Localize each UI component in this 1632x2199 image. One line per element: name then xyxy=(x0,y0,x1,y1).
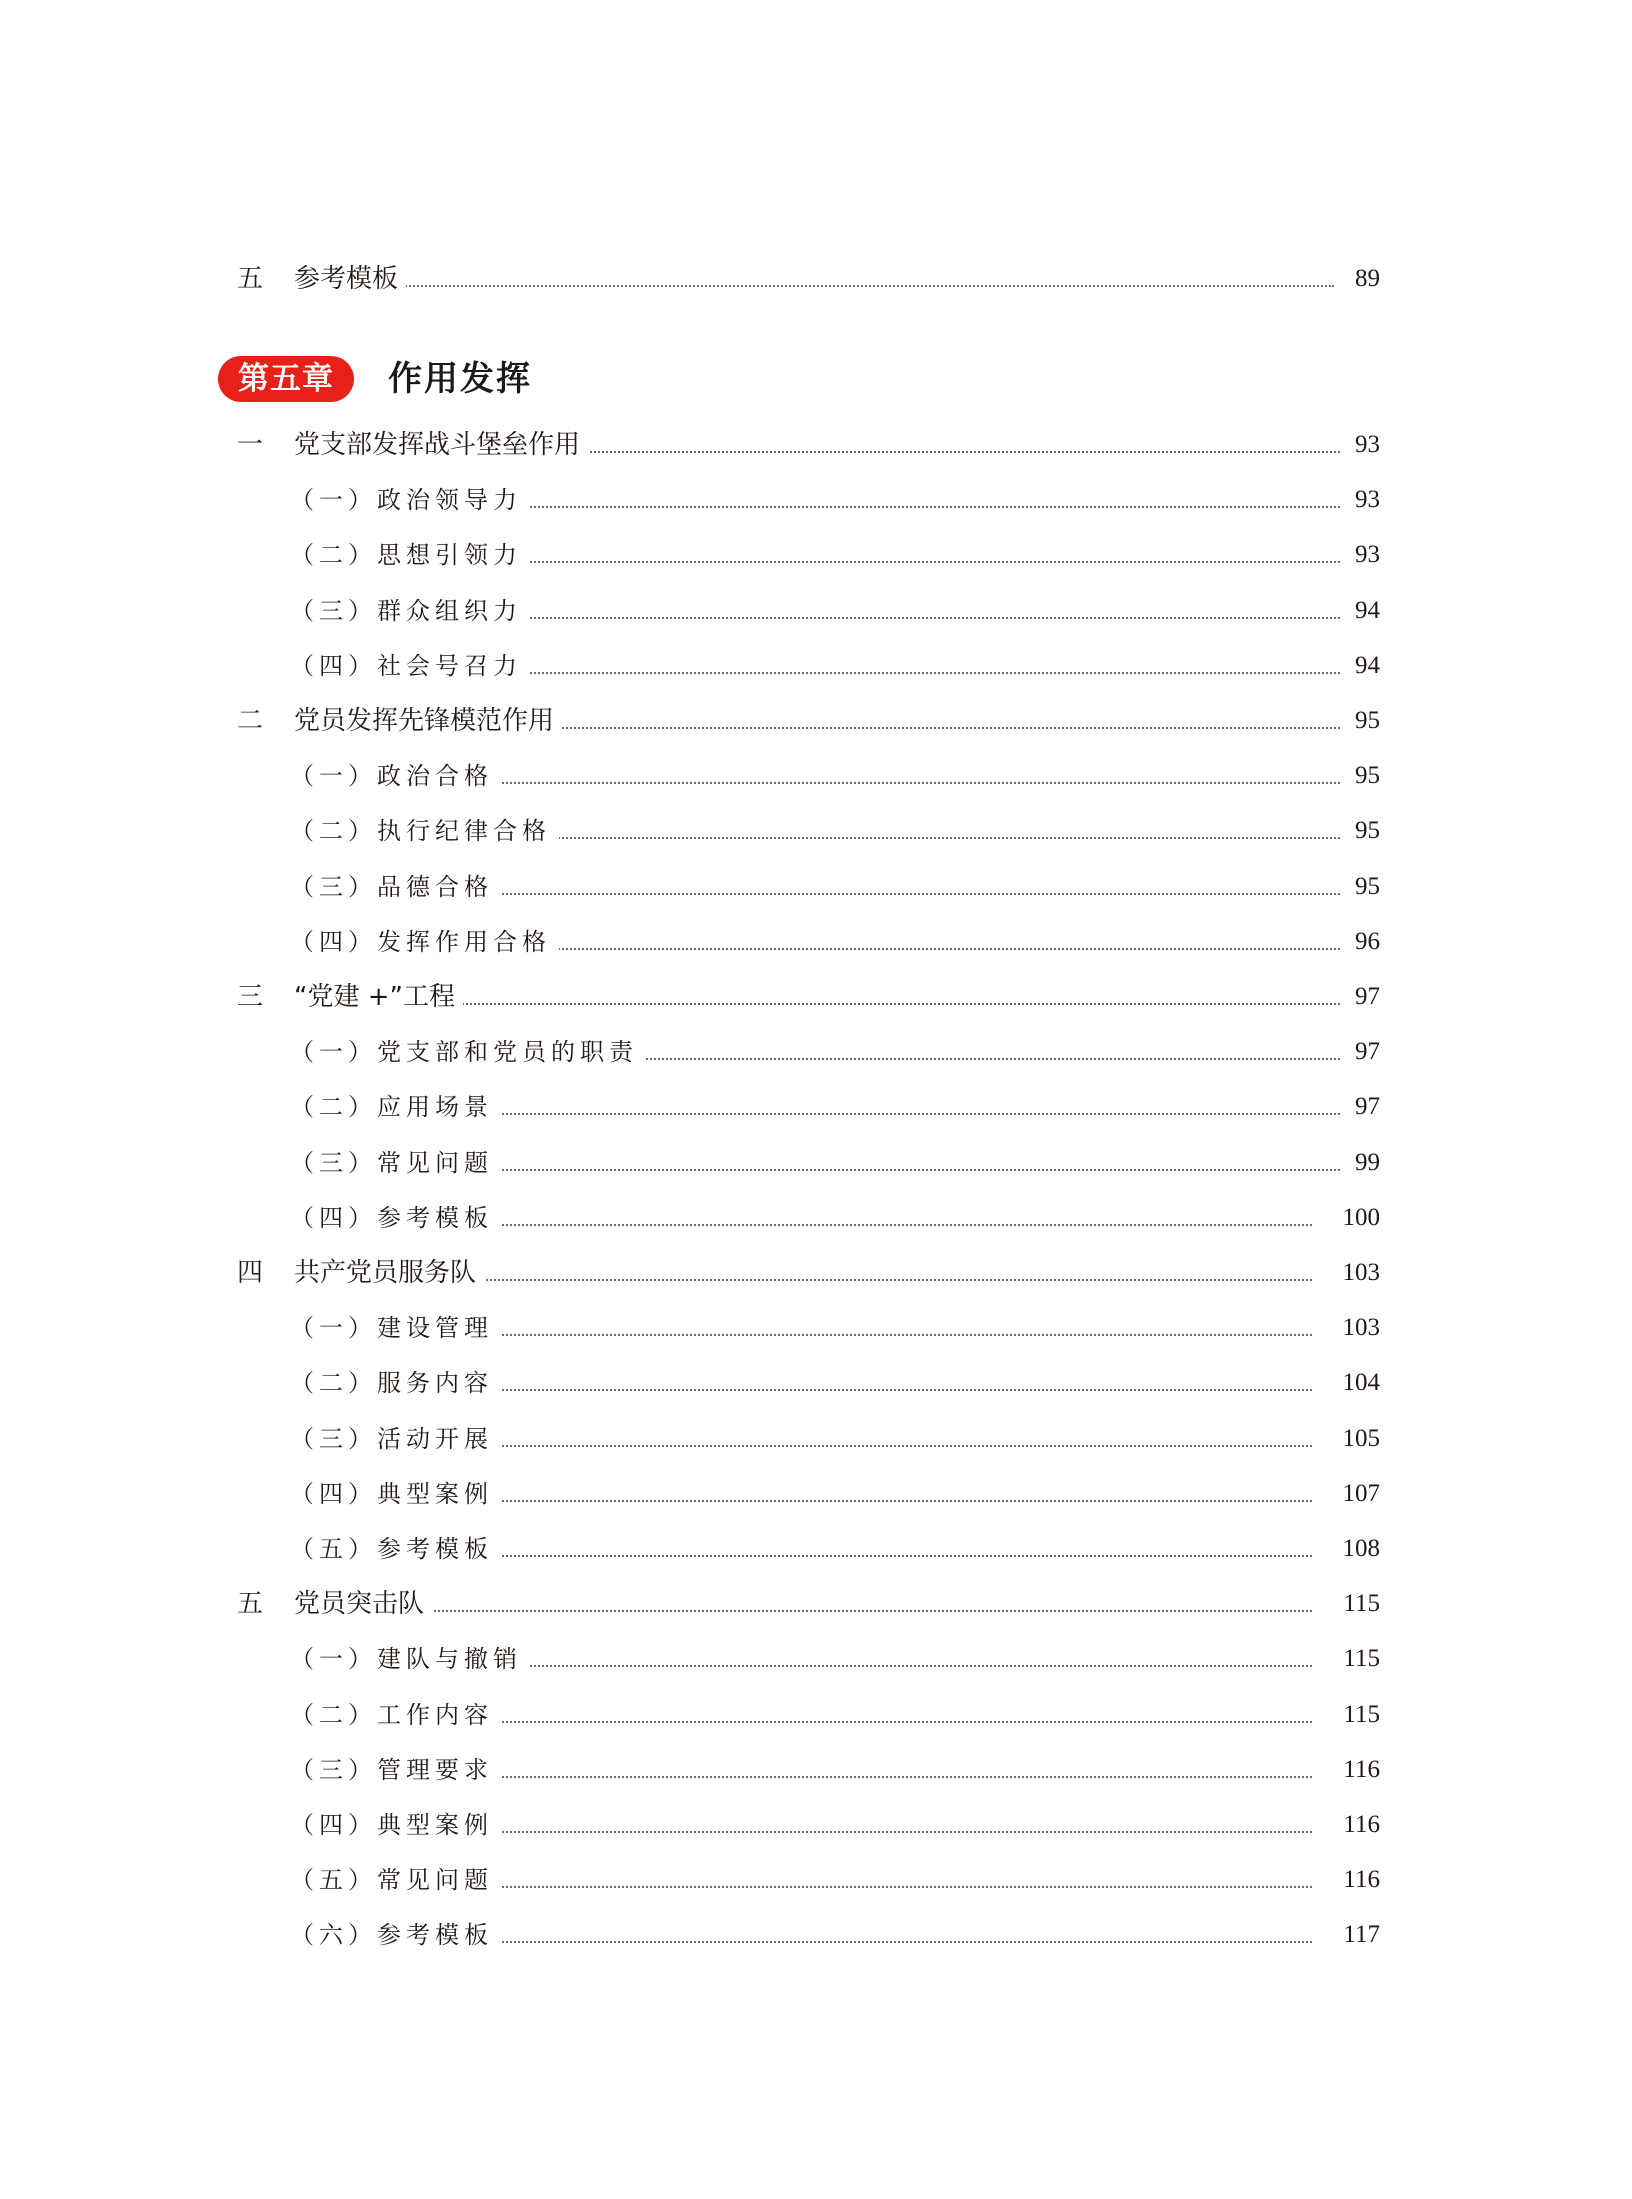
entry-page: 115 xyxy=(1335,1695,1380,1735)
entry-page: 116 xyxy=(1335,1860,1380,1900)
toc-subsection-entry[interactable] xyxy=(0,1363,1632,1403)
toc-section-entry[interactable] xyxy=(0,701,1632,741)
entry-page: 95 xyxy=(1347,811,1380,851)
entry-title: 党支部发挥战斗堡垒作用 xyxy=(294,425,588,465)
toc-subsection-entry[interactable] xyxy=(0,1805,1632,1845)
entry-page: 99 xyxy=(1347,1143,1380,1183)
entry-page: 95 xyxy=(1347,756,1380,796)
toc-subsection-entry[interactable] xyxy=(0,1419,1632,1459)
entry-page: 116 xyxy=(1335,1805,1380,1845)
toc-entry-top[interactable] xyxy=(0,259,1632,299)
entry-title: （二）工作内容 xyxy=(290,1695,501,1735)
entry-number: 五 xyxy=(237,1589,264,1619)
chapter-heading xyxy=(218,356,818,404)
entry-page: 95 xyxy=(1347,701,1380,741)
entry-page: 89 xyxy=(1347,259,1380,299)
toc-subsection-entry[interactable] xyxy=(0,646,1632,686)
entry-title: “党建 +”工程 xyxy=(294,977,463,1017)
entry-title: （三）品德合格 xyxy=(290,867,501,907)
entry-title: （一）政治合格 xyxy=(290,756,501,796)
entry-page: 93 xyxy=(1347,535,1380,575)
toc-subsection-entry[interactable] xyxy=(0,867,1632,907)
toc-subsection-entry[interactable] xyxy=(0,922,1632,962)
entry-title: （四）典型案例 xyxy=(290,1805,501,1845)
entry-page: 117 xyxy=(1335,1915,1380,1955)
toc-section-entry[interactable] xyxy=(0,425,1632,465)
entry-title: 共产党员服务队 xyxy=(294,1253,484,1293)
toc-section-entry[interactable] xyxy=(0,1584,1632,1624)
toc-subsection-entry[interactable] xyxy=(0,591,1632,631)
entry-title: （四）社会号召力 xyxy=(290,646,530,686)
toc-subsection-entry[interactable] xyxy=(0,1308,1632,1348)
entry-page: 103 xyxy=(1335,1253,1381,1293)
entry-title: 党员发挥先锋模范作用 xyxy=(294,701,562,741)
entry-page: 116 xyxy=(1335,1750,1380,1790)
entry-page: 108 xyxy=(1335,1529,1381,1569)
entry-number: 三 xyxy=(237,982,264,1012)
entry-title: （一）党支部和党员的职责 xyxy=(290,1032,646,1072)
entry-title: （二）思想引领力 xyxy=(290,535,530,575)
toc-section-entry[interactable] xyxy=(0,1253,1632,1293)
entry-page: 97 xyxy=(1347,1087,1380,1127)
toc-subsection-entry[interactable] xyxy=(0,1750,1632,1790)
entry-title: （一）建队与撤销 xyxy=(290,1639,530,1679)
toc-subsection-entry[interactable] xyxy=(0,1639,1632,1679)
toc-subsection-entry[interactable] xyxy=(0,1198,1632,1238)
toc-subsection-entry[interactable] xyxy=(0,1529,1632,1569)
toc-subsection-entry[interactable] xyxy=(0,1143,1632,1183)
toc-subsection-entry[interactable] xyxy=(0,480,1632,520)
toc-subsection-entry[interactable] xyxy=(0,1915,1632,1955)
entry-page: 115 xyxy=(1335,1584,1380,1624)
entry-page: 97 xyxy=(1347,1032,1380,1072)
entry-page: 100 xyxy=(1335,1198,1381,1238)
entry-title: （三）活动开展 xyxy=(290,1419,501,1459)
entry-page: 104 xyxy=(1335,1363,1381,1403)
entry-title: （四）参考模板 xyxy=(290,1198,501,1238)
entry-title: （四）典型案例 xyxy=(290,1474,501,1514)
dot-leader xyxy=(294,1610,1312,1612)
entry-title: （六）参考模板 xyxy=(290,1915,501,1955)
entry-page: 94 xyxy=(1347,591,1380,631)
entry-title: （一）政治领导力 xyxy=(290,480,530,520)
entry-page: 103 xyxy=(1335,1308,1381,1348)
entry-title: （三）管理要求 xyxy=(290,1750,501,1790)
entry-page: 105 xyxy=(1335,1419,1381,1459)
entry-page: 93 xyxy=(1347,480,1380,520)
entry-number: 一 xyxy=(237,430,264,460)
entry-title: （三）常见问题 xyxy=(290,1143,501,1183)
entry-title: （三）群众组织力 xyxy=(290,591,530,631)
entry-page: 115 xyxy=(1335,1639,1380,1679)
entry-number: 四 xyxy=(237,1258,264,1288)
entry-page: 97 xyxy=(1347,977,1380,1017)
entry-number: 二 xyxy=(237,706,264,736)
toc-subsection-entry[interactable] xyxy=(0,756,1632,796)
chapter-label-badge: 第五章 xyxy=(218,356,354,402)
entry-page: 96 xyxy=(1347,922,1380,962)
toc-subsection-entry[interactable] xyxy=(0,1474,1632,1514)
toc-subsection-entry[interactable] xyxy=(0,811,1632,851)
entry-title: 党员突击队 xyxy=(294,1584,432,1624)
entry-title: （二）服务内容 xyxy=(290,1363,501,1403)
entry-page: 107 xyxy=(1335,1474,1381,1514)
entry-title: （五）参考模板 xyxy=(290,1529,501,1569)
entry-title: 参考模板 xyxy=(294,259,406,299)
toc-subsection-entry[interactable] xyxy=(0,1087,1632,1127)
entry-title: （二）执行纪律合格 xyxy=(290,811,559,851)
dot-leader xyxy=(294,285,1334,287)
entry-page: 93 xyxy=(1347,425,1380,465)
toc-subsection-entry[interactable] xyxy=(0,1695,1632,1735)
entry-title: （五）常见问题 xyxy=(290,1860,501,1900)
entry-title: （四）发挥作用合格 xyxy=(290,922,559,962)
entry-number: 五 xyxy=(237,264,264,294)
entry-page: 94 xyxy=(1347,646,1380,686)
entry-title: （二）应用场景 xyxy=(290,1087,501,1127)
toc-subsection-entry[interactable] xyxy=(0,535,1632,575)
entry-page: 95 xyxy=(1347,867,1380,907)
toc-section-entry[interactable] xyxy=(0,977,1632,1017)
entry-title: （一）建设管理 xyxy=(290,1308,501,1348)
toc-subsection-entry[interactable] xyxy=(0,1032,1632,1072)
toc-subsection-entry[interactable] xyxy=(0,1860,1632,1900)
chapter-title: 作用发挥 xyxy=(388,359,532,399)
